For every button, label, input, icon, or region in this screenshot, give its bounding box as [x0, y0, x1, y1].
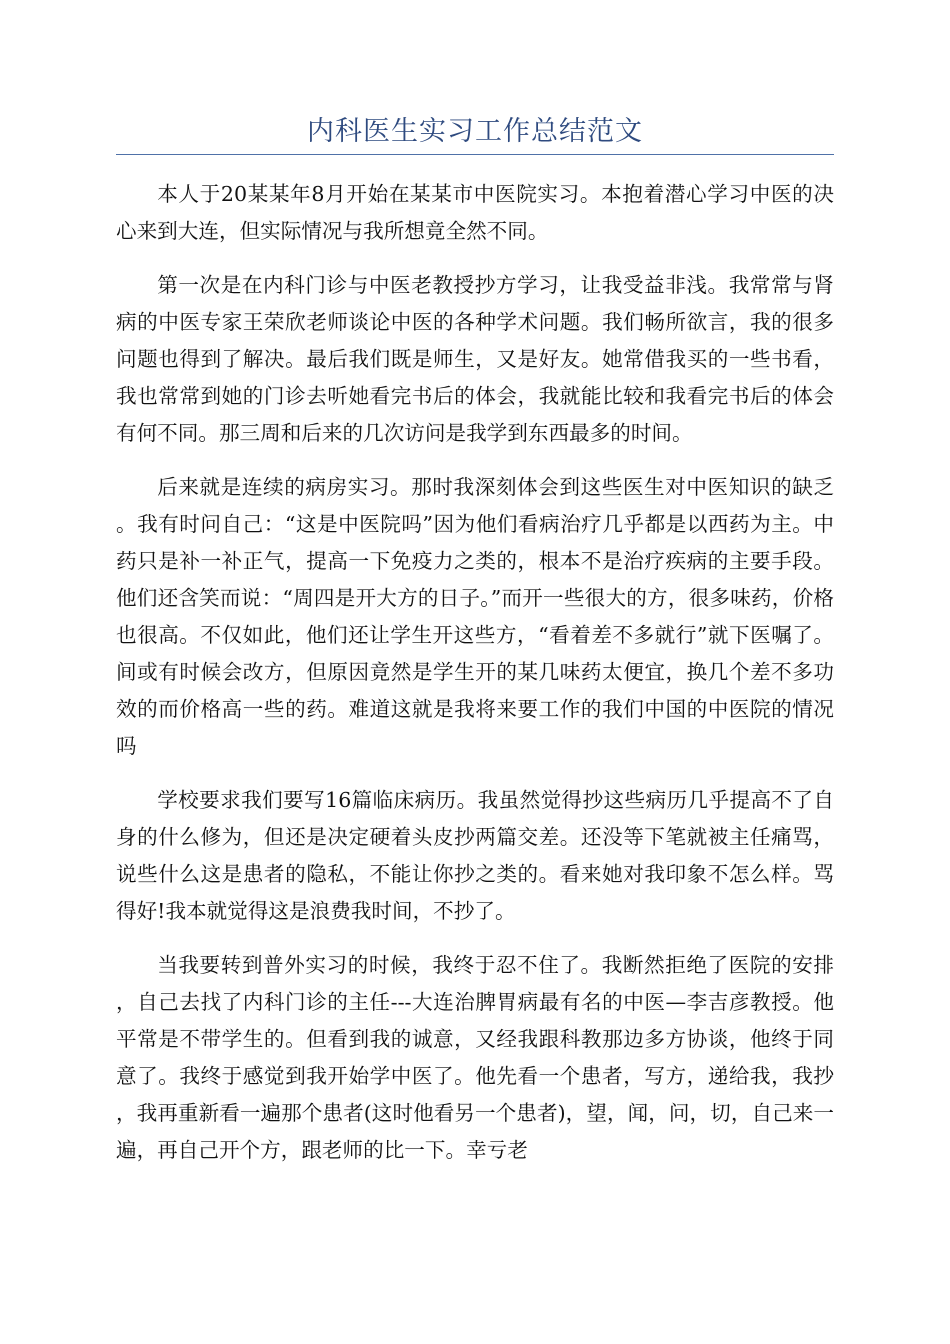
paragraph-3: 后来就是连续的病房实习。那时我深刻体会到这些医生对中医知识的缺乏。我有时问自己：“这是中医院吗”因为他们看病治疗几乎都是以西药为主。中药只是补一补正气，提高一下免疫力之类的，根本不是治疗疾病的主要手段。他们还含笑而说：“周四是开大方的日子。”而开一些很大的方，很多味药，价格也很高。不仅如此，他们还让学生开这些方，“看着差不多就行”就下医嘱了。间或有时候会改方，但原因竟然是学生开的某几味药太便宜，换几个差不多功效的而价格高一些的药。难道这就是我将来要工作的我们中国的中医院的情况吗: [116, 475, 834, 758]
paragraph-1: 本人于20某某年8月开始在某某市中医院实习。本抱着潜心学习中医的决心来到大连，但实际情况与我所想竟全然不同。: [116, 182, 834, 243]
paragraph-2: 第一次是在内科门诊与中医老教授抄方学习，让我受益非浅。我常常与肾病的中医专家王荣欣老师谈论中医的各种学术问题。我们畅所欲言，我的很多问题也得到了解决。最后我们既是师生，又是好友。她常借我买的一些书看，我也常常到她的门诊去听她看完书后的体会，我就能比较和我看完书后的体会有何不同。那三周和后来的几次访问是我学到东西最多的时间。: [116, 273, 834, 445]
document-title: 内科医生实习工作总结范文: [307, 116, 643, 147]
document-body: [116, 176, 834, 1186]
paragraph-5: 当我要转到普外实习的时候，我终于忍不住了。我断然拒绝了医院的安排，自己去找了内科门诊的主任---大连治脾胃病最有名的中医—李吉彦教授。他平常是不带学生的。但看到我的诚意，又经我跟科教那边多方协谈，他终于同意了。我终于感觉到我开始学中医了。他先看一个患者，写方，递给我，我抄，我再重新看一遍那个患者(这时他看另一个患者)，望，闻，问，切，自己来一遍，再自己开个方，跟老师的比一下。幸亏老: [116, 953, 834, 1162]
paragraph-4: 学校要求我们要写16篇临床病历。我虽然觉得抄这些病历几乎提高不了自身的什么修为，但还是决定硬着头皮抄两篇交差。还没等下笔就被主任痛骂，说些什么这是患者的隐私，不能让你抄之类的。看来她对我印象不怎么样。骂得好!我本就觉得这是浪费我时间，不抄了。: [116, 788, 834, 923]
title-underline: [116, 154, 834, 155]
